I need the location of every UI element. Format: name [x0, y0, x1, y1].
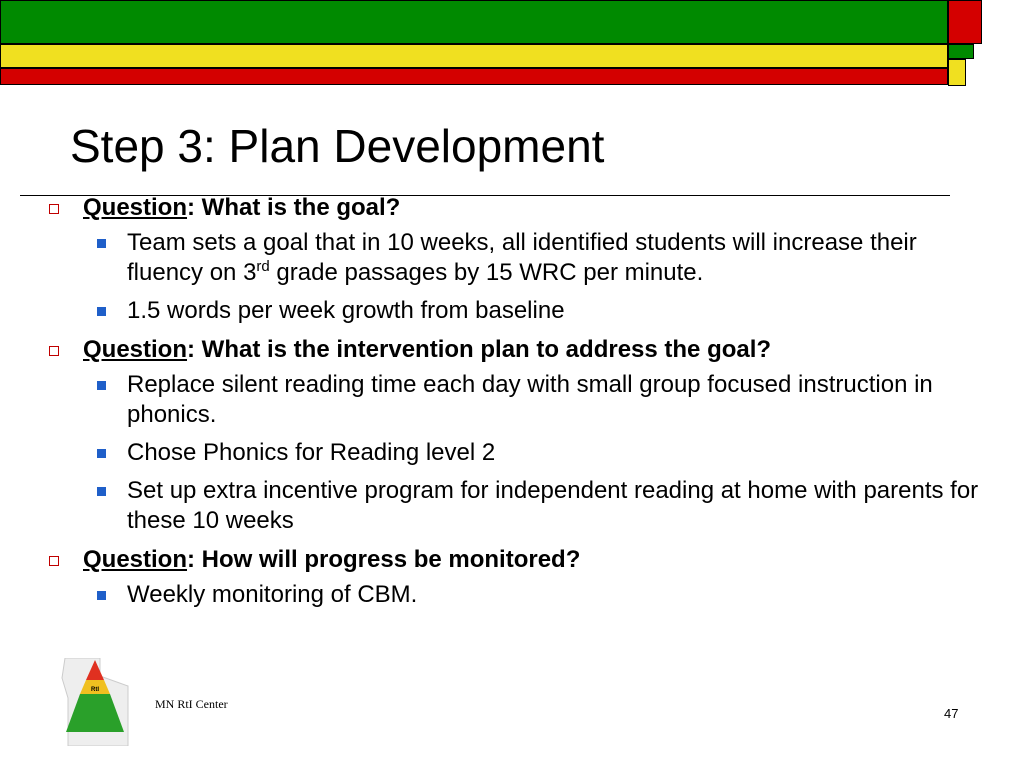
square-bullet-icon — [97, 487, 106, 496]
question-text: : What is the goal? — [187, 194, 401, 221]
footer-center-name: MN RtI Center — [155, 697, 228, 711]
mn-rti-logo-icon — [60, 658, 130, 746]
question-label: Question — [83, 336, 188, 363]
question-intervention — [40, 334, 980, 366]
question-label: Question — [83, 546, 188, 573]
question-label: Question — [83, 194, 188, 221]
list-item: Replace silent reading time each day with small group focused instruction in phonics. — [40, 370, 980, 430]
square-bullet-icon — [97, 307, 106, 316]
list-item: Set up extra incentive program for independent reading at home with parents for these 10 weeks — [40, 476, 980, 536]
question-text: : How will progress be monitored? — [187, 546, 581, 573]
list-item: Chose Phonics for Reading level 2 — [40, 438, 980, 468]
square-bullet-icon — [97, 239, 106, 248]
logo-label: RtI — [91, 687, 99, 693]
question-goal — [40, 192, 980, 224]
square-bullet-icon — [97, 449, 106, 458]
list-item: 1.5 words per week growth from baseline — [40, 296, 980, 326]
header-square-yellow — [948, 59, 966, 86]
hollow-square-bullet-icon — [49, 204, 59, 214]
slide-content — [40, 192, 980, 618]
question-text: : What is the intervention plan to address the goal? — [187, 336, 772, 363]
list-item: Team sets a goal that in 10 weeks, all identified students will increase their fluency on 3rd grade passages by 15 WRC per minute. — [40, 228, 980, 288]
square-bullet-icon — [97, 591, 106, 600]
header-bar-green — [0, 0, 948, 44]
slide-title: Step 3: Plan Development — [70, 120, 605, 172]
header-square-green — [948, 44, 974, 59]
header-bar-red — [0, 68, 948, 85]
page-number: 47 — [944, 706, 959, 721]
list-item: Weekly monitoring of CBM. — [40, 580, 980, 610]
square-bullet-icon — [97, 381, 106, 390]
hollow-square-bullet-icon — [49, 346, 59, 356]
hollow-square-bullet-icon — [49, 556, 59, 566]
header-square-red — [948, 0, 982, 44]
header-bar-yellow — [0, 44, 948, 68]
question-monitoring — [40, 544, 980, 576]
